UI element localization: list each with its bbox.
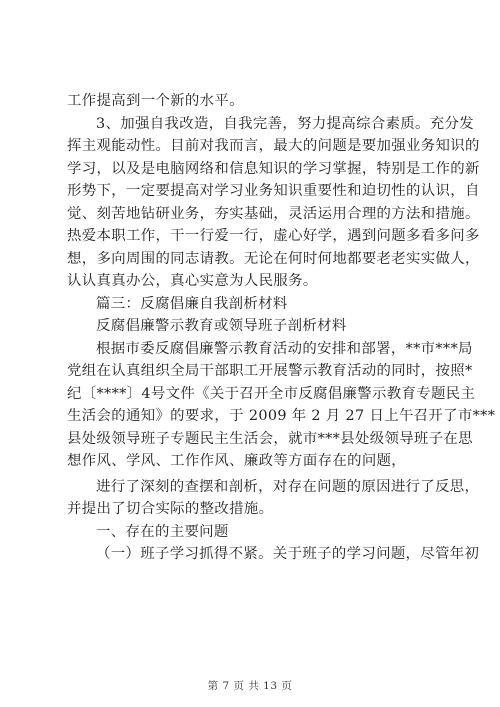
text-line: 纪〔****〕4号文件《关于召开全市反腐倡廉警示教育专题民主	[67, 385, 476, 402]
document-body	[67, 90, 496, 566]
text-line: 热爱本职工作，干一行爱一行，虚心好学，遇到问题多看多问多	[67, 228, 480, 244]
text-line: 觉、刻苦地钻研业务，夯实基础，灵活运用合理的方法和措施。	[67, 205, 480, 222]
text-line: 工作提高到一个新的水平。	[67, 93, 244, 109]
text-line: 根据市委反腐倡廉警示教育活动的安排和部署，**市***局	[96, 340, 473, 357]
text-line: 进行了深刻的查摆和剖析，对存在问题的原因进行了反思，	[96, 478, 480, 495]
text-line: 县处级领导班子专题民主生活会，就市***县处级领导班子在思	[67, 430, 473, 447]
text-line: （一）班子学习抓得不紧。关于班子的学习问题，尽管年初	[96, 546, 480, 562]
section-heading: 篇三：反腐倡廉自我剖析材料	[96, 295, 288, 312]
text-line: 党组在认真组织全局干部职工开展警示教育活动的同时，按照*	[67, 363, 473, 379]
section-heading: 一、存在的主要问题	[96, 523, 229, 540]
text-line: 形势下，一定要提高对学习业务知识重要性和迫切性的认识，自	[67, 183, 480, 199]
text-line: 想作风、学风、工作作风、廉政等方面存在的问题，	[67, 453, 407, 469]
page-number-footer: 第 7 页 共 13 页	[207, 680, 293, 692]
text-line: 生活会的通知》的要求，于 2009 年 2 月 27 日上午召开了市***	[67, 408, 496, 424]
text-line: 并提出了切合实际的整改措施。	[67, 501, 274, 517]
text-line: 认认真真办公，真心实意为人民服务。	[67, 273, 318, 289]
document-title: 反腐倡廉警示教育或领导班子剖析材料	[96, 318, 347, 334]
text-line: 挥主观能动性。目前对我而言，最大的问题是要加强业务知识的	[67, 138, 480, 154]
text-line: 学习，以及是电脑网络和信息知识的学习掌握，特别是工作的新	[67, 160, 480, 177]
text-line: 3、加强自我改造，自我完善，努力提高综合素质。充分发	[96, 115, 475, 132]
text-line: 想，多向周围的同志请教。无论在何时何地都要老老实实做人，	[67, 250, 480, 267]
